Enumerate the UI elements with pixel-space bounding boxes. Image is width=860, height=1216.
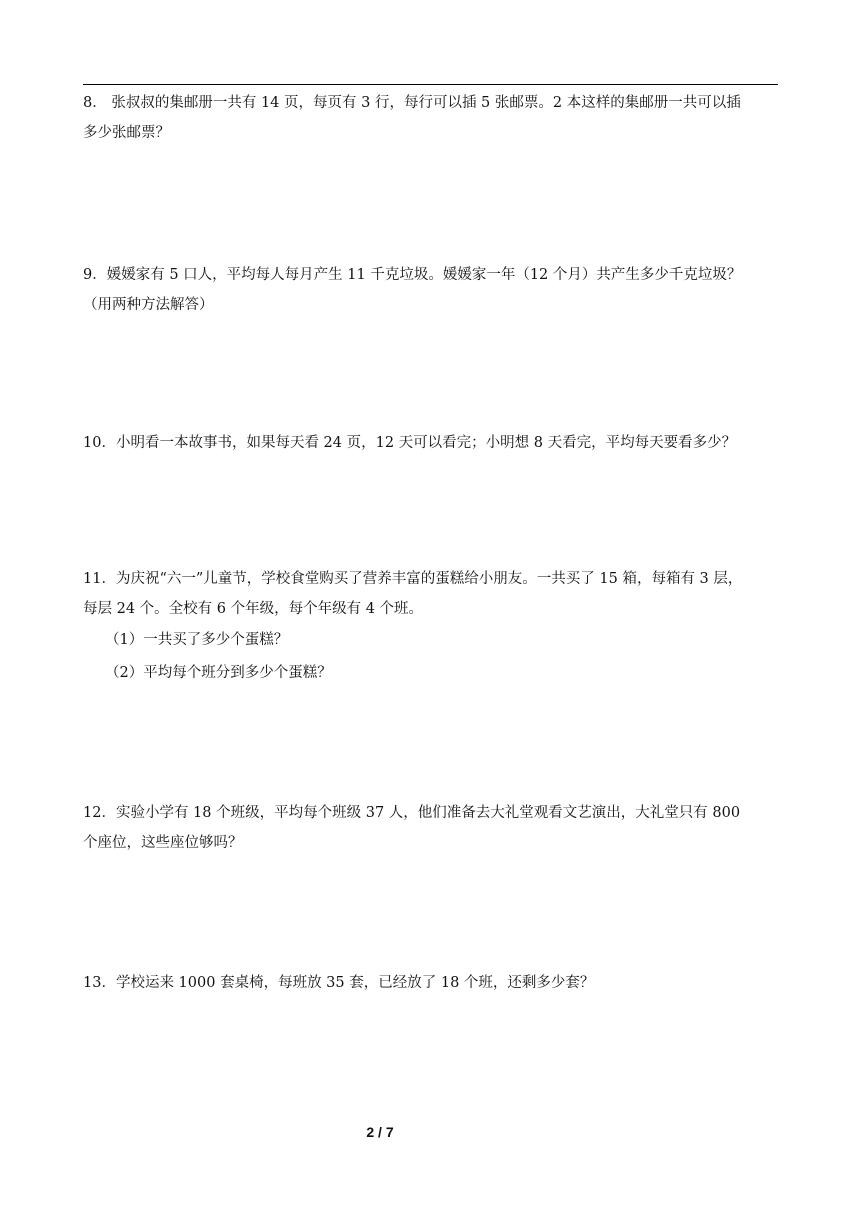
problem-11-line-2: 每层 24 个。全校有 6 个年级，每个年级有 4 个班。 bbox=[83, 601, 424, 617]
problem-11 bbox=[83, 564, 778, 690]
problem-8-line-1: 8． 张叔叔的集邮册一共有 14 页，每页有 3 行，每行可以插 5 张邮票。2 本这样的集邮册一共可以插 bbox=[83, 95, 741, 111]
problem-10-line-1: 10．小明看一本故事书，如果每天看 24 页，12 天可以看完；小明想 8 天看完，平均每天要看多少？ bbox=[83, 435, 737, 451]
problem-12-line-2: 个座位，这些座位够吗？ bbox=[83, 835, 243, 851]
problem-11-line-1: 11．为庆祝“六一”儿童节，学校食堂购买了营养丰富的蛋糕给小朋友。一共买了 15 箱，每箱有 3 层， bbox=[83, 571, 743, 587]
problem-8 bbox=[83, 88, 778, 148]
problem-10 bbox=[83, 428, 778, 458]
problem-13-line-1: 13．学校运来 1000 套桌椅，每班放 35 套，已经放了 18 个班，还剩多少套？ bbox=[83, 975, 595, 991]
problem-9 bbox=[83, 260, 778, 320]
problem-9-line-2: （用两种方法解答） bbox=[83, 297, 214, 313]
page-number: 2 / 7 bbox=[366, 1124, 394, 1140]
problem-11-subquestion-2: （2）平均每个班分到多少个蛋糕？ bbox=[105, 665, 332, 681]
header-rule bbox=[83, 84, 778, 85]
problem-13 bbox=[83, 968, 778, 998]
problem-12-line-1: 12．实验小学有 18 个班级，平均每个班级 37 人，他们准备去大礼堂观看文艺演出，大礼堂只有 800 bbox=[83, 805, 741, 821]
problem-11-subquestion-1: （1）一共买了多少个蛋糕？ bbox=[105, 632, 289, 648]
problem-8-line-2: 多少张邮票？ bbox=[83, 125, 170, 141]
problem-12 bbox=[83, 798, 778, 858]
problem-9-line-1: 9．媛媛家有 5 口人，平均每人每月产生 11 千克垃圾。媛媛家一年（12 个月）共产生多少千克垃圾？ bbox=[83, 267, 742, 283]
